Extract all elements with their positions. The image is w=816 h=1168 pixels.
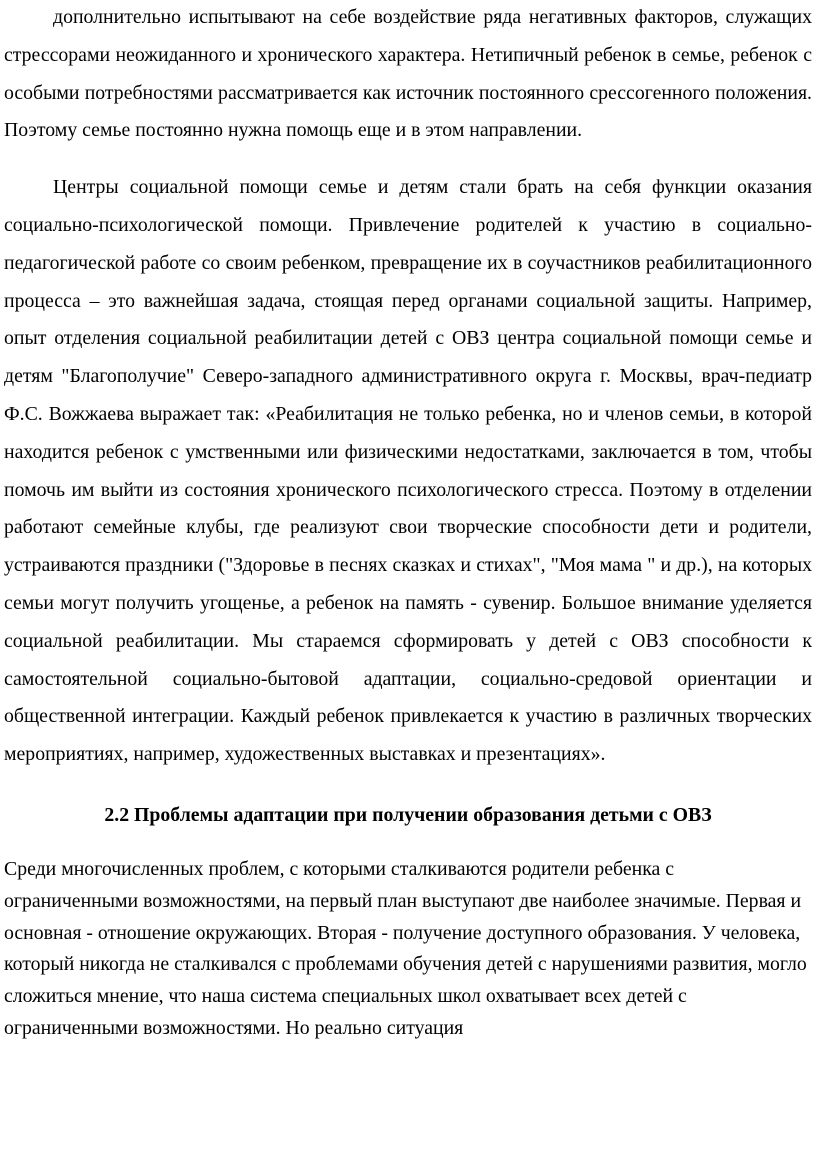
paragraph-3: Среди многочисленных проблем, с которыми сталкиваются родители ребенка с ограниченными возможностями, на первый план выступают две наиболее значимые. Первая и основная - отношение окружающих. Вторая - получение доступного образования. У человека, который никогда не сталкивался с проблемами обучения детей с нарушениями развития, могло сложиться мнение, что наша система специальных школ охватывает всех детей с ограниченными возможностями. Но реально ситуация: [4, 857, 807, 1039]
paragraph-1: дополнительно испытывают на себе воздействие ряда негативных факторов, служащих стрессорами неожиданного и хронического характера. Нетипичный ребенок в семье, ребенок с особыми потребностями рассматривается как источник постоянного срессогенного положения. Поэтому семье постоянно нужна помощь еще и в этом направлении.: [4, 6, 812, 142]
paragraph-2: Центры социальной помощи семье и детям стали брать на себя функции оказания социально-психологической помощи. Привлечение родителей к участию в социально-педагогической работе со своим ребенком, превращение их в соучастников реабилитационного процесса – это важнейшая задача, стоящая перед органами социальной защиты. Например, опыт отделения социальной реабилитации детей с ОВЗ центра социальной помощи семье и детям "Благополучие" Северо-западного административного округа г. Москвы, врач-педиатр Ф.С. Вожжаева выражает так: «Реабилитация не только ребенка, но и членов семьи, в которой находится ребенок с умственными или физическими недостатками, заключается в том, чтобы помочь им выйти из состояния хронического психологического стресса. Поэтому в отделении работают семейные клубы, где реализуют свои творческие способности дети и родители, устраиваются праздники ("Здоровье в песнях сказках и стихах", "Моя мама " и др.), на которых семьи могут получить угощенье, а ребенок на память - сувенир. Большое внимание уделяется социальной реабилитации. Мы стараемся сформировать у детей с ОВЗ способности к самостоятельной социально-бытовой адаптации, социально-средовой ориентации и общественной интеграции. Каждый ребенок привлекается к участию в различных творческих мероприятиях, например, художественных выставках и презентациях».: [4, 176, 812, 766]
section-heading: 2.2 Проблемы адаптации при получении образования детьми с ОВЗ: [104, 803, 712, 826]
